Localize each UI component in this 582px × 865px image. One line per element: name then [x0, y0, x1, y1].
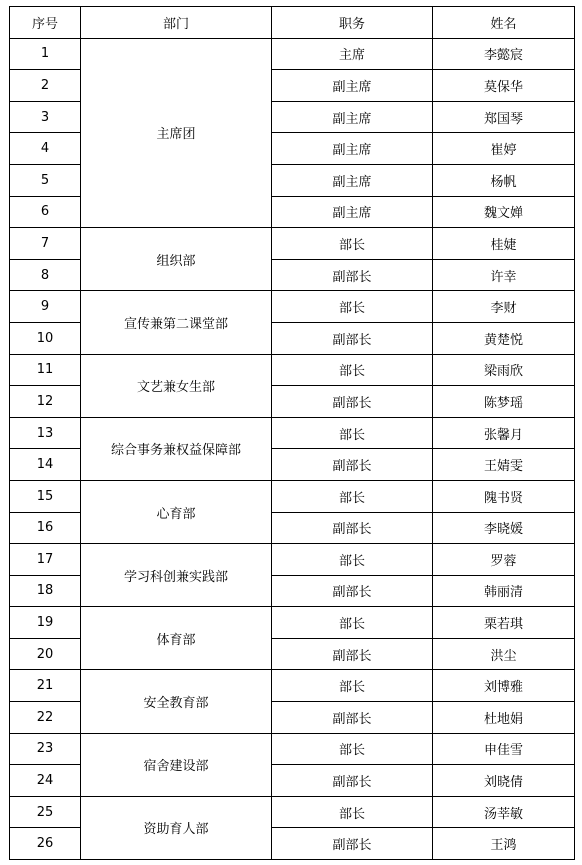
- roster-table-body: [10, 7, 575, 860]
- table-row: [10, 796, 575, 828]
- position-cell: 副部长: [272, 512, 433, 544]
- name-cell: 许幸: [433, 259, 575, 291]
- header-row: [10, 7, 575, 39]
- department-cell: 宿舍建设部: [81, 733, 272, 796]
- department-cell: 学习科创兼实践部: [81, 544, 272, 607]
- name-cell: 王婧雯: [433, 449, 575, 481]
- name-cell: 杨帆: [433, 164, 575, 196]
- position-cell: 部长: [272, 354, 433, 386]
- row-index: 12: [10, 386, 81, 418]
- name-cell: 黄楚悦: [433, 322, 575, 354]
- position-cell: 副部长: [272, 828, 433, 860]
- table-row: [10, 354, 575, 386]
- row-index: 4: [10, 133, 81, 165]
- name-cell: 崔婷: [433, 133, 575, 165]
- table-row: [10, 228, 575, 260]
- row-index: 14: [10, 449, 81, 481]
- name-cell: 韩丽清: [433, 575, 575, 607]
- row-index: 3: [10, 101, 81, 133]
- table-row: [10, 417, 575, 449]
- row-index: 15: [10, 480, 81, 512]
- name-cell: 张馨月: [433, 417, 575, 449]
- row-index: 24: [10, 765, 81, 797]
- position-cell: 部长: [272, 480, 433, 512]
- department-cell: 综合事务兼权益保障部: [81, 417, 272, 480]
- position-cell: 部长: [272, 796, 433, 828]
- name-cell: 李财: [433, 291, 575, 323]
- name-cell: 洪尘: [433, 638, 575, 670]
- row-index: 1: [10, 38, 81, 70]
- name-cell: 郑国琴: [433, 101, 575, 133]
- position-cell: 副部长: [272, 386, 433, 418]
- position-cell: 副主席: [272, 133, 433, 165]
- row-index: 7: [10, 228, 81, 260]
- roster-table: [9, 6, 575, 860]
- name-cell: 李懿宸: [433, 38, 575, 70]
- position-cell: 副部长: [272, 322, 433, 354]
- header-position: 职务: [272, 7, 433, 39]
- name-cell: 汤莘敏: [433, 796, 575, 828]
- position-cell: 主席: [272, 38, 433, 70]
- header-department: 部门: [81, 7, 272, 39]
- row-index: 16: [10, 512, 81, 544]
- table-row: [10, 733, 575, 765]
- name-cell: 李晓媛: [433, 512, 575, 544]
- name-cell: 莫保华: [433, 70, 575, 102]
- name-cell: 梁雨欣: [433, 354, 575, 386]
- row-index: 11: [10, 354, 81, 386]
- department-cell: 心育部: [81, 480, 272, 543]
- table-row: [10, 480, 575, 512]
- table-row: [10, 38, 575, 70]
- position-cell: 副部长: [272, 765, 433, 797]
- name-cell: 陈梦瑶: [433, 386, 575, 418]
- department-cell: 资助育人部: [81, 796, 272, 859]
- position-cell: 部长: [272, 670, 433, 702]
- position-cell: 副主席: [272, 196, 433, 228]
- position-cell: 副部长: [272, 638, 433, 670]
- name-cell: 刘博雅: [433, 670, 575, 702]
- table-row: [10, 670, 575, 702]
- row-index: 13: [10, 417, 81, 449]
- position-cell: 部长: [272, 544, 433, 576]
- department-cell: 组织部: [81, 228, 272, 291]
- name-cell: 王鸿: [433, 828, 575, 860]
- name-cell: 罗蓉: [433, 544, 575, 576]
- row-index: 26: [10, 828, 81, 860]
- department-cell: 文艺兼女生部: [81, 354, 272, 417]
- position-cell: 部长: [272, 228, 433, 260]
- table-row: [10, 607, 575, 639]
- row-index: 17: [10, 544, 81, 576]
- name-cell: 杜地娟: [433, 702, 575, 734]
- position-cell: 副部长: [272, 702, 433, 734]
- name-cell: 桂婕: [433, 228, 575, 260]
- row-index: 23: [10, 733, 81, 765]
- position-cell: 副部长: [272, 449, 433, 481]
- row-index: 10: [10, 322, 81, 354]
- row-index: 19: [10, 607, 81, 639]
- row-index: 21: [10, 670, 81, 702]
- name-cell: 魏文婵: [433, 196, 575, 228]
- row-index: 20: [10, 638, 81, 670]
- name-cell: 申佳雪: [433, 733, 575, 765]
- position-cell: 部长: [272, 417, 433, 449]
- table-row: [10, 291, 575, 323]
- position-cell: 副部长: [272, 575, 433, 607]
- department-cell: 体育部: [81, 607, 272, 670]
- position-cell: 副主席: [272, 101, 433, 133]
- row-index: 5: [10, 164, 81, 196]
- position-cell: 部长: [272, 607, 433, 639]
- department-cell: 安全教育部: [81, 670, 272, 733]
- row-index: 2: [10, 70, 81, 102]
- row-index: 25: [10, 796, 81, 828]
- row-index: 8: [10, 259, 81, 291]
- row-index: 22: [10, 702, 81, 734]
- department-cell: 主席团: [81, 38, 272, 228]
- header-index: 序号: [10, 7, 81, 39]
- table-row: [10, 544, 575, 576]
- row-index: 9: [10, 291, 81, 323]
- header-name: 姓名: [433, 7, 575, 39]
- position-cell: 副主席: [272, 70, 433, 102]
- position-cell: 副主席: [272, 164, 433, 196]
- position-cell: 部长: [272, 291, 433, 323]
- department-cell: 宣传兼第二课堂部: [81, 291, 272, 354]
- row-index: 6: [10, 196, 81, 228]
- row-index: 18: [10, 575, 81, 607]
- position-cell: 部长: [272, 733, 433, 765]
- position-cell: 副部长: [272, 259, 433, 291]
- name-cell: 刘晓倩: [433, 765, 575, 797]
- name-cell: 栗若琪: [433, 607, 575, 639]
- name-cell: 隗书贤: [433, 480, 575, 512]
